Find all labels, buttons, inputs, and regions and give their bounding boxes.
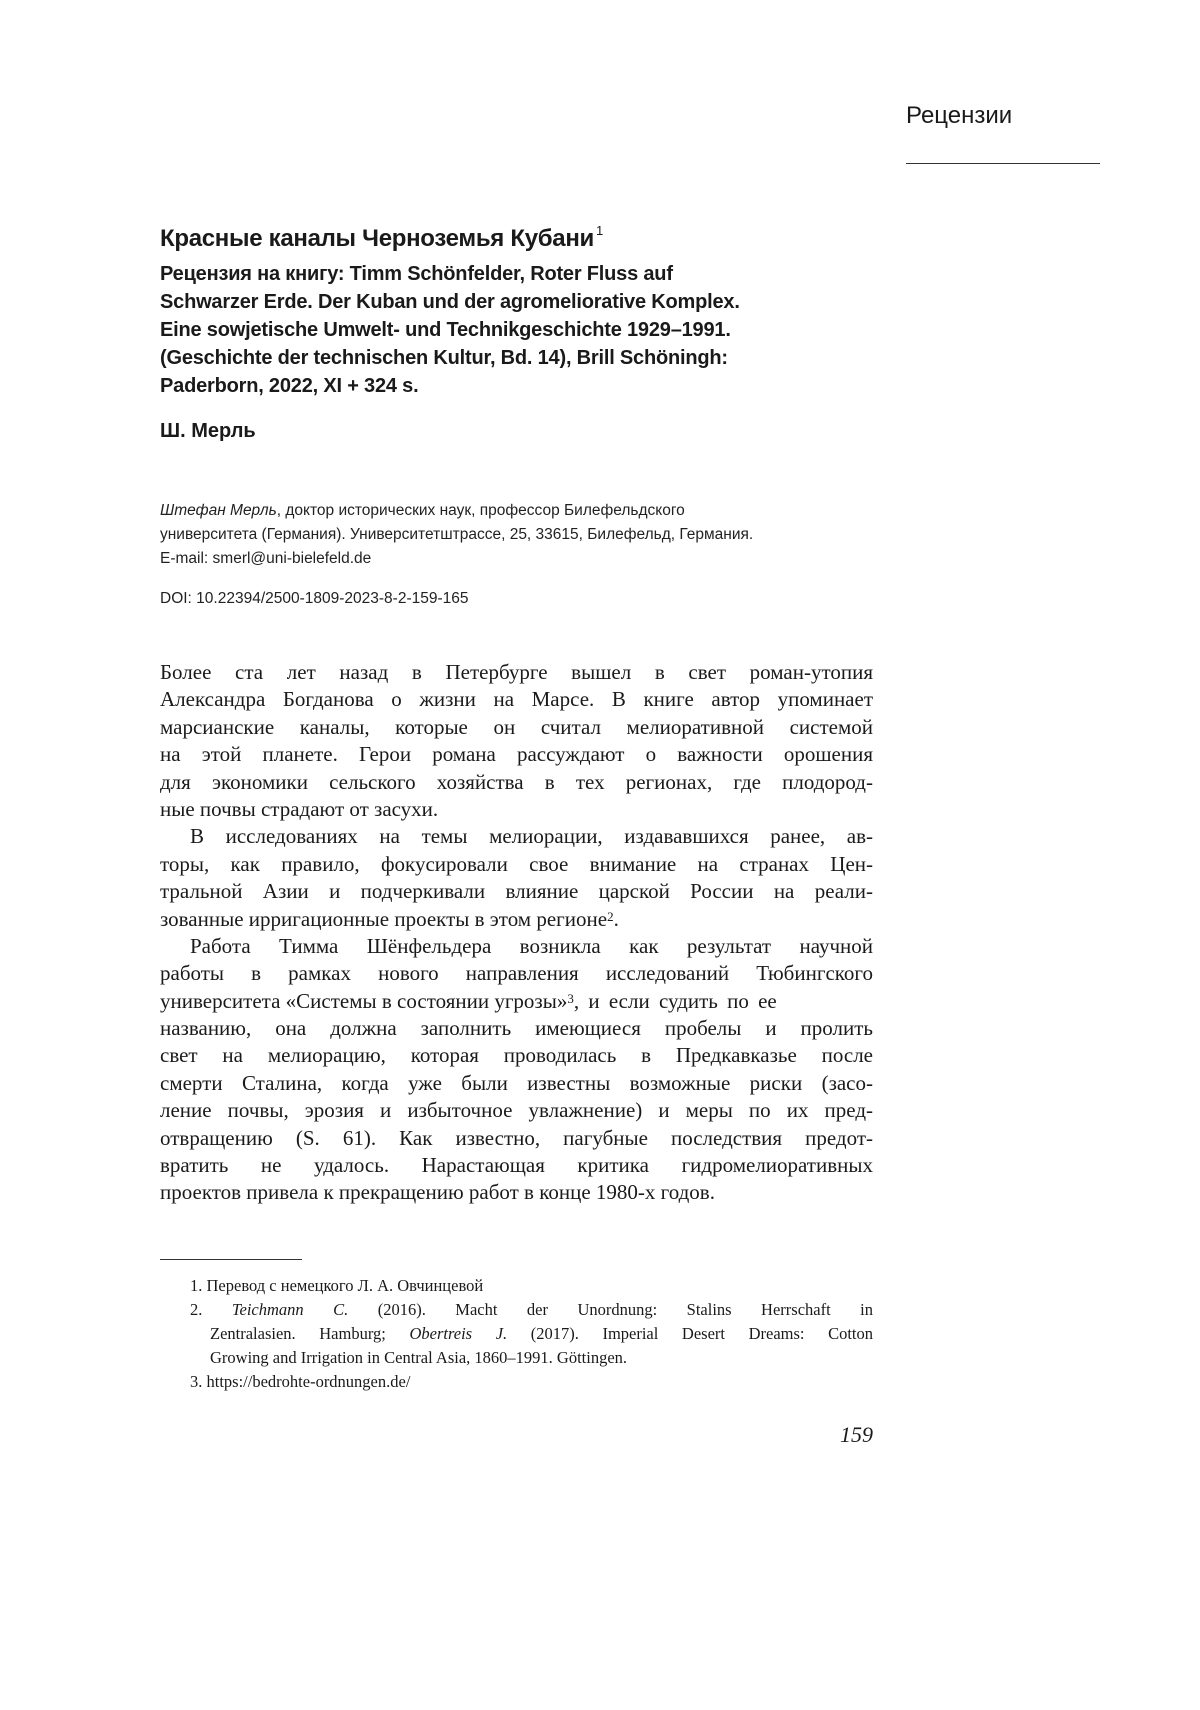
footnote-rule [160,1259,302,1260]
body-line: ные почвы страдают от засухи. [160,796,439,821]
body-line: проектов привела к прекращению работ в конце 1980-х годов. [160,1180,715,1205]
footnote-ref[interactable]: 3 [567,990,574,1006]
body-line: ление почвы, эрозия и избыточное увлажнение) и меры по их пред- [160,1098,873,1123]
body-line: смерти Сталина, когда уже были известны возможные риски (засо- [160,1070,873,1095]
subtitle-line: Schwarzer Erde. Der Kuban und der agromeliorative Komplex. [160,291,740,313]
footnote-author: Teichmann C. [231,1300,349,1319]
body-line: Работа Тимма Шёнфельдера возникла как результат научной [190,933,873,958]
subtitle-line: Paderborn, 2022, XI + 324 s. [160,375,419,397]
article-body [160,659,873,1207]
body-line: названию, она должна заполнить имеющиеся пробелы и пролить [160,1016,873,1041]
page-number: 159 [840,1422,873,1447]
author-affiliation [160,499,753,571]
body-line: тральной Азии и подчеркивали влияние царской России на реали- [160,879,873,904]
article-title [160,225,603,253]
body-line [160,988,873,1015]
body-line: свет на мелиорацию, которая проводилась в Предкавказье после [160,1043,873,1068]
body-text: . [613,906,619,931]
footnote-number: 2. [190,1300,203,1319]
body-line: Более ста лет назад в Петербурге вышел в свет роман-утопия [160,660,873,684]
body-line [160,906,873,933]
footnote-2-line: Growing and Irrigation in Central Asia, 1860–1991. Göttingen. [210,1348,628,1367]
affiliation-text: , доктор исторических наук, профессор Билефельдского [276,502,685,519]
affiliation-email[interactable]: E-mail: smerl@uni-bielefeld.de [160,550,372,567]
body-text: зованные ирригационные проекты в этом регионе [160,906,608,931]
footnote-text: Перевод с немецкого Л. А. Овчинцевой [206,1276,484,1295]
footnote-ref[interactable]: 1 [595,223,603,238]
body-line: вратить не удалось. Нарастающая критика гидромелиоративных [160,1153,873,1178]
subtitle-line: Eine sowjetische Umwelt- und Technikgeschichte 1929–1991. [160,319,731,341]
article-subtitle [160,260,740,400]
footnote-3 [190,1370,873,1394]
doi[interactable]: DOI: 10.22394/2500-1809-2023-8-2-159-165 [160,590,469,607]
body-line: торы, как правило, фокусировали свое внимание на странах Цен- [160,851,873,876]
body-text: , и если судить по ее [573,988,777,1013]
footnote-link[interactable]: https://bedrohte-ordnungen.de/ [206,1372,411,1391]
subtitle-line: Рецензия на книгу: Timm Schönfelder, Roter Fluss auf [160,263,673,285]
body-line: отвращению (S. 61). Как известно, пагубные последствия предот- [160,1125,873,1150]
body-line: В исследованиях на темы мелиорации, издававшихся ранее, ав- [190,824,873,849]
body-line: Александра Богданова о жизни на Марсе. В книге автор упоминает [160,687,873,712]
footnote-2 [190,1298,873,1322]
body-line: для экономики сельского хозяйства в тех регионах, где плодород- [160,769,873,794]
header-rule [906,163,1100,164]
body-line: работы в рамках нового направления исследований Тюбингского [160,961,873,986]
author-name: Ш. Мерль [160,420,256,442]
subtitle-line: (Geschichte der technischen Kultur, Bd. 14), Brill Schöningh: [160,347,728,369]
body-text: университета «Системы в состоянии угрозы» [160,988,568,1013]
footnote-text: Zentralasien. Hamburg; [210,1324,410,1343]
footnote-number: 3. [190,1372,203,1391]
footnote-author: Obertreis J. [409,1324,508,1343]
affiliation-name: Штефан Мерль [160,502,277,519]
footnote-ref[interactable]: 2 [607,908,614,924]
footnote-1 [190,1274,873,1298]
body-line: на этой планете. Герои романа рассуждают о важности орошения [160,742,873,767]
footnote-text: (2016). Macht der Unordnung: Stalins Herrschaft in [348,1300,873,1319]
footnote-number: 1. [190,1276,203,1295]
affiliation-address: университета (Германия). Университетштрассе, 25, 33615, Билефельд, Германия. [160,526,754,543]
footnote-2-line [190,1322,873,1346]
footnote-text: (2017). Imperial Desert Dreams: Cotton [507,1324,874,1343]
section-label: Рецензии [906,102,1013,129]
body-line: марсианские каналы, которые он считал мелиоративной системой [160,714,873,739]
title-text: Красные каналы Черноземья Кубани [160,225,594,252]
footnotes [190,1274,873,1394]
